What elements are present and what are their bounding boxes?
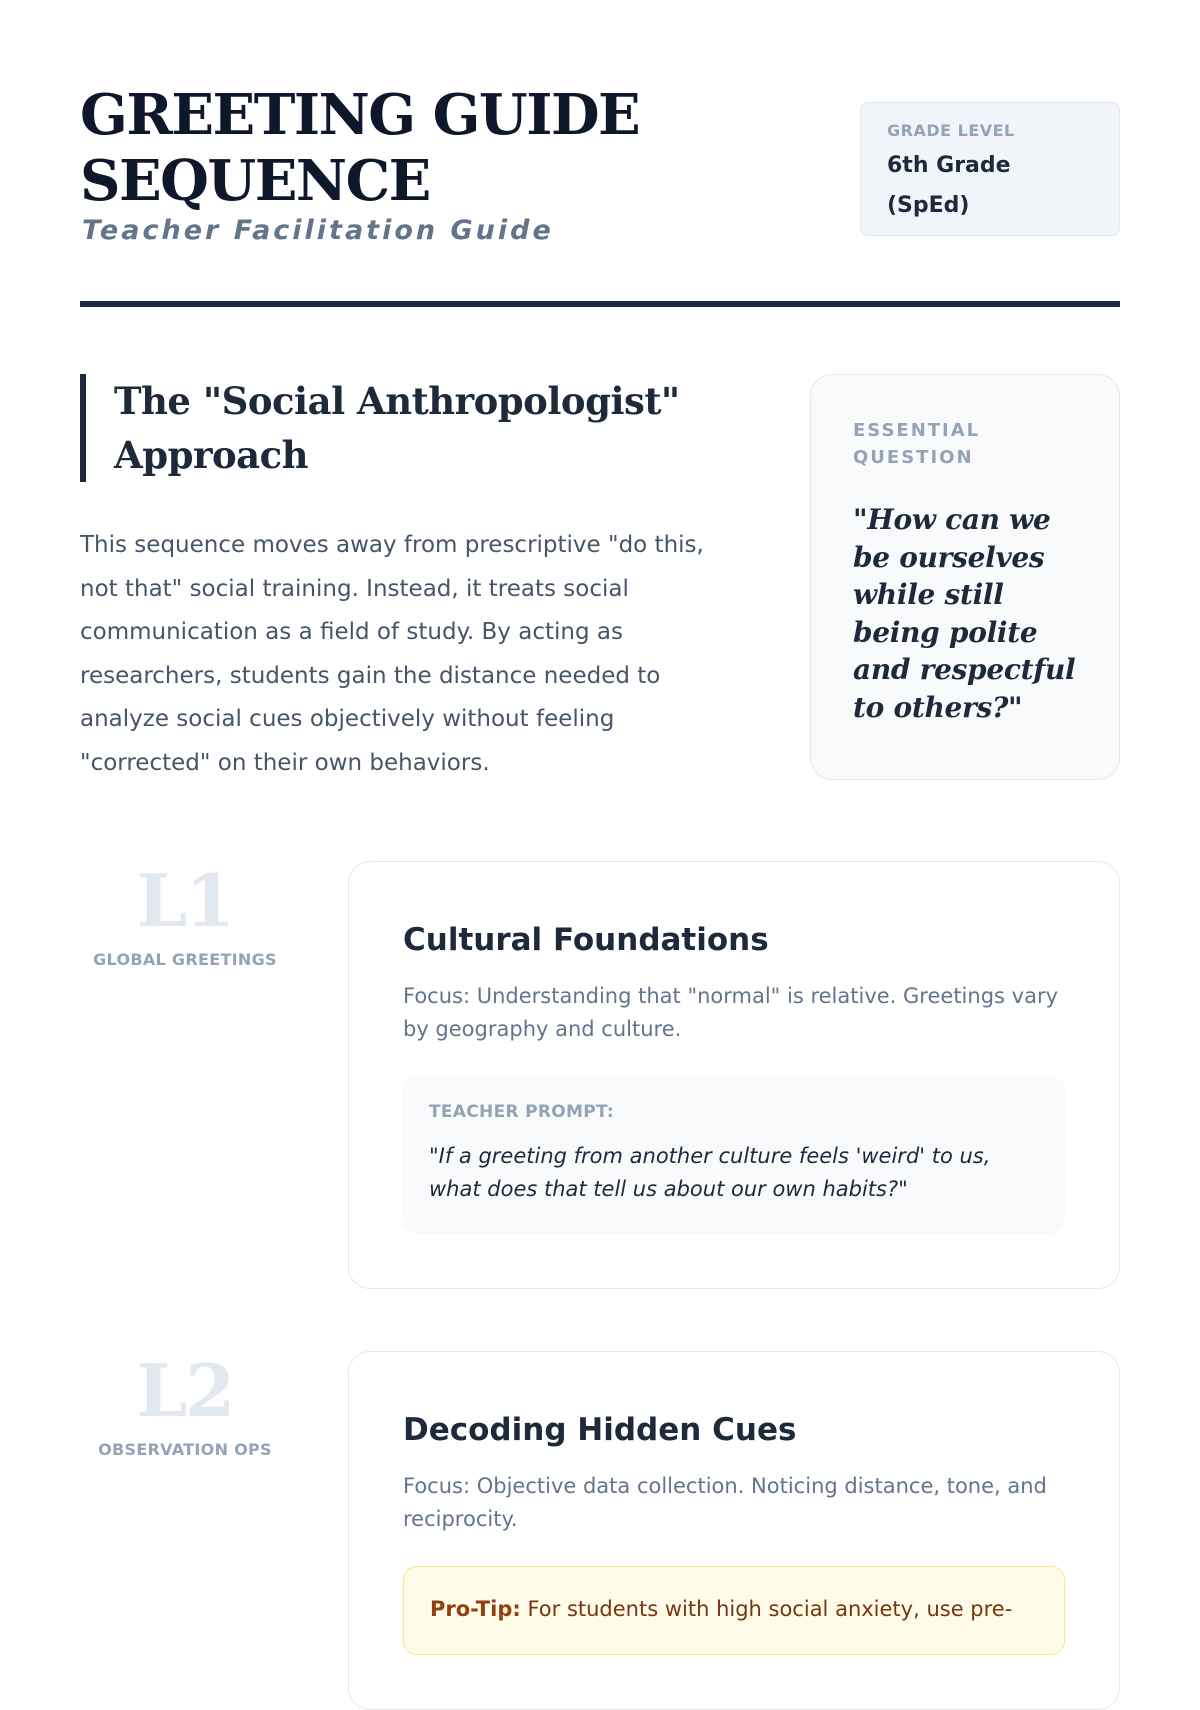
approach-body: This sequence moves away from prescriptive "do this, not that" social training. Instead, it treats social communication as a field of study. By acting as researchers, students gain the distance needed to analyze social cues objectively without feeling "corrected" on their own behaviors. — [80, 532, 704, 776]
lesson-2-card — [348, 1351, 1120, 1710]
lesson-focus: Focus: Objective data collection. Noticing distance, tone, and reciprocity. — [403, 1474, 1047, 1531]
teacher-prompt-box — [403, 1076, 1065, 1234]
approach-section — [80, 374, 740, 785]
approach-heading — [80, 374, 740, 482]
approach-heading-line-2: Approach — [114, 433, 309, 477]
page-title-line-2: SEQUENCE — [80, 148, 430, 214]
pro-tip-label: Pro-Tip: — [430, 1597, 521, 1621]
header-divider — [80, 301, 1120, 307]
essential-question-card — [810, 374, 1120, 780]
pro-tip-box — [403, 1566, 1065, 1655]
teacher-prompt-text: "If a greeting from another culture feels 'weird' to us, what does that tell us about our own habits?" — [429, 1144, 991, 1201]
page-subtitle: Teacher Facilitation Guide — [82, 215, 554, 246]
grade-level-value — [887, 146, 1093, 226]
lesson-tag: GLOBAL GREETINGS — [93, 950, 277, 969]
lesson-1-marker — [80, 858, 290, 969]
lesson-number: L2 — [136, 1348, 234, 1433]
teacher-prompt-label: TEACHER PROMPT: — [429, 1102, 615, 1122]
page-header — [80, 82, 1120, 302]
teacher-guide-page — [80, 0, 1120, 1621]
lesson-focus: Focus: Understanding that "normal" is relative. Greetings vary by geography and culture. — [403, 984, 1058, 1041]
lesson-number: L1 — [136, 858, 234, 943]
grade-level-value-line-1: 6th Grade — [887, 153, 1011, 178]
lesson-2-marker — [80, 1348, 290, 1459]
pro-tip-text: For students with high social anxiety, use pre- — [527, 1597, 1013, 1621]
lesson-title: Decoding Hidden Cues — [403, 1412, 797, 1448]
lesson-tag: OBSERVATION OPS — [98, 1440, 272, 1459]
lesson-title: Cultural Foundations — [403, 922, 769, 958]
grade-level-value-line-2: (SpEd) — [887, 193, 970, 218]
lesson-1-card — [348, 861, 1120, 1289]
essential-question-label: ESSENTIAL QUESTION — [853, 420, 981, 468]
approach-heading-line-1: The "Social Anthropologist" — [114, 379, 680, 423]
essential-question-text: "How can we be ourselves while still being polite and respectful to others?" — [853, 503, 1076, 724]
grade-level-box — [860, 102, 1120, 236]
grade-level-label: GRADE LEVEL — [887, 121, 1015, 140]
page-title — [80, 82, 700, 214]
page-title-line-1: GREETING GUIDE — [80, 82, 640, 148]
